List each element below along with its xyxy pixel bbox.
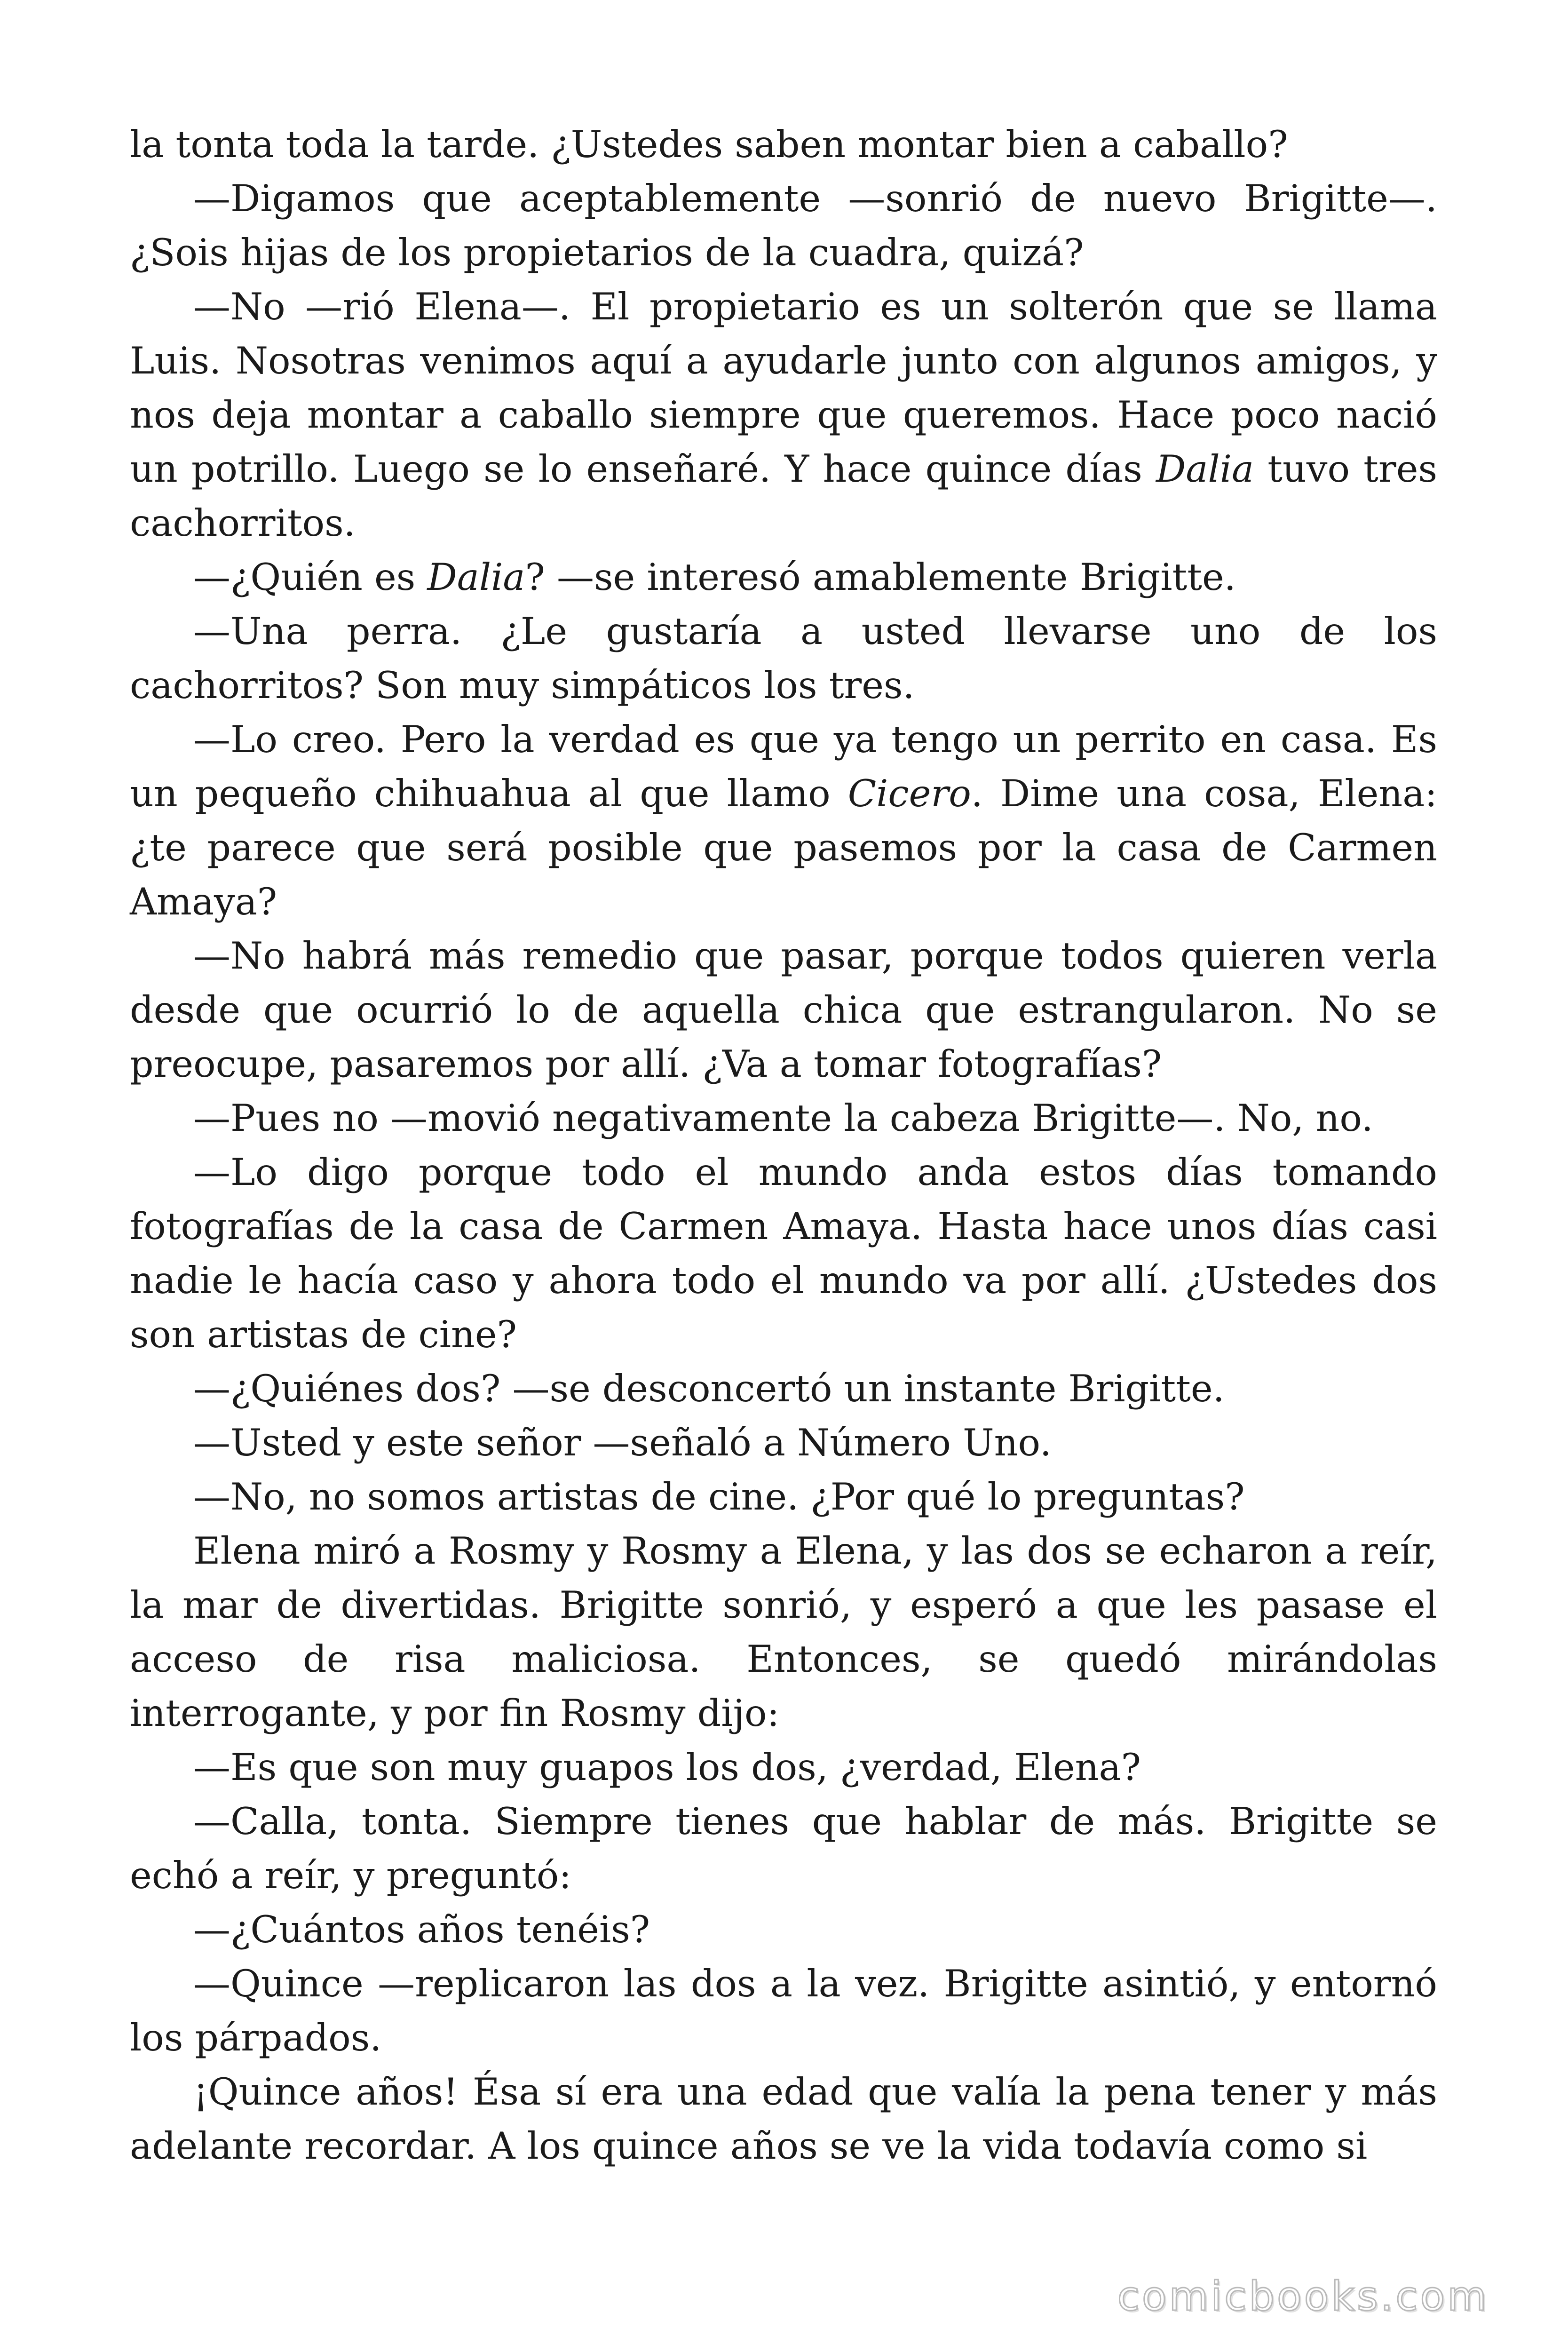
paragraph-15: —Calla, tonta. Siempre tienes que hablar de más. Brigitte se echó a reír, y preguntó: (130, 1800, 1437, 1897)
paragraph-7: —No habrá más remedio que pasar, porque todos quieren verla desde que ocurrió lo de aquella chica que estrangularon. No se preocupe, pasaremos por allí. ¿Va a tomar fotografías? (130, 934, 1437, 1086)
paragraph-6 (130, 713, 1437, 929)
paragraph-11: —Usted y este señor —señaló a Número Uno. (193, 1421, 1052, 1464)
paragraph-4 (130, 550, 1437, 604)
paragraph-6-text: —Lo creo. Pero la verdad es que ya tengo un perrito en casa. Es un pequeño chihuahua al que llamo (130, 718, 1437, 815)
watermark-logo: comicbooks.com (1117, 2273, 1489, 2320)
paragraph-16: —¿Cuántos años tenéis? (193, 1908, 650, 1951)
paragraph-10: —¿Quiénes dos? —se desconcertó un instante Brigitte. (193, 1367, 1225, 1410)
paragraph-17: —Quince —replicaron las dos a la vez. Brigitte asintió, y entornó los párpados. (130, 1962, 1437, 2059)
paragraph-3-text-end: tuvo tres cachorritos. (130, 447, 1437, 545)
book-page-text (130, 118, 1437, 2173)
paragraph-3 (130, 280, 1437, 550)
paragraph-12: —No, no somos artistas de cine. ¿Por qué lo preguntas? (193, 1475, 1245, 1518)
italic-name-dalia: Dalia (1156, 447, 1254, 491)
paragraph-9: —Lo digo porque todo el mundo anda estos días tomando fotografías de la casa de Carmen Amaya. Hasta hace unos días casi nadie le hacía caso y ahora todo el mundo va por allí. ¿Ustedes dos son artistas de cine? (130, 1151, 1437, 1356)
italic-name-cicero: Cicero (847, 772, 971, 815)
italic-name-dalia: Dalia (427, 556, 525, 599)
paragraph-8: —Pues no —movió negativamente la cabeza Brigitte—. No, no. (193, 1097, 1373, 1140)
paragraph-5: —Una perra. ¿Le gustaría a usted llevarse uno de los cachorritos? Son muy simpáticos los tres. (130, 610, 1437, 707)
paragraph-1: la tonta toda la tarde. ¿Ustedes saben montar bien a caballo? (130, 123, 1288, 166)
paragraph-18: ¡Quince años! Ésa sí era una edad que valía la pena tener y más adelante recordar. A los quince años se ve la vida todavía como si (130, 2070, 1437, 2168)
paragraph-4-text: —¿Quién es (193, 556, 428, 599)
paragraph-4-text-end: ? —se interesó amablemente Brigitte. (525, 556, 1236, 599)
paragraph-6-text-end: . Dime una cosa, Elena: ¿te parece que será posible que pasemos por la casa de Carmen Amaya? (130, 772, 1437, 923)
paragraph-2: —Digamos que aceptablemente —sonrió de nuevo Brigitte—. ¿Sois hijas de los propietarios de la cuadra, quizá? (130, 177, 1437, 274)
paragraph-3-text: —No —rió Elena—. El propietario es un solterón que se llama Luis. Nosotras venimos aquí a ayudarle junto con algunos amigos, y nos deja montar a caballo siempre que queremos. Hace poco nació un potrillo. Luego se lo enseñaré. Y hace quince días (130, 285, 1437, 491)
paragraph-14: —Es que son muy guapos los dos, ¿verdad, Elena? (193, 1746, 1141, 1789)
paragraph-13: Elena miró a Rosmy y Rosmy a Elena, y las dos se echaron a reír, la mar de divertidas. Brigitte sonrió, y esperó a que les pasase el acceso de risa maliciosa. Entonces, se quedó mirándolas interrogante, y por fin Rosmy dijo: (130, 1529, 1437, 1735)
